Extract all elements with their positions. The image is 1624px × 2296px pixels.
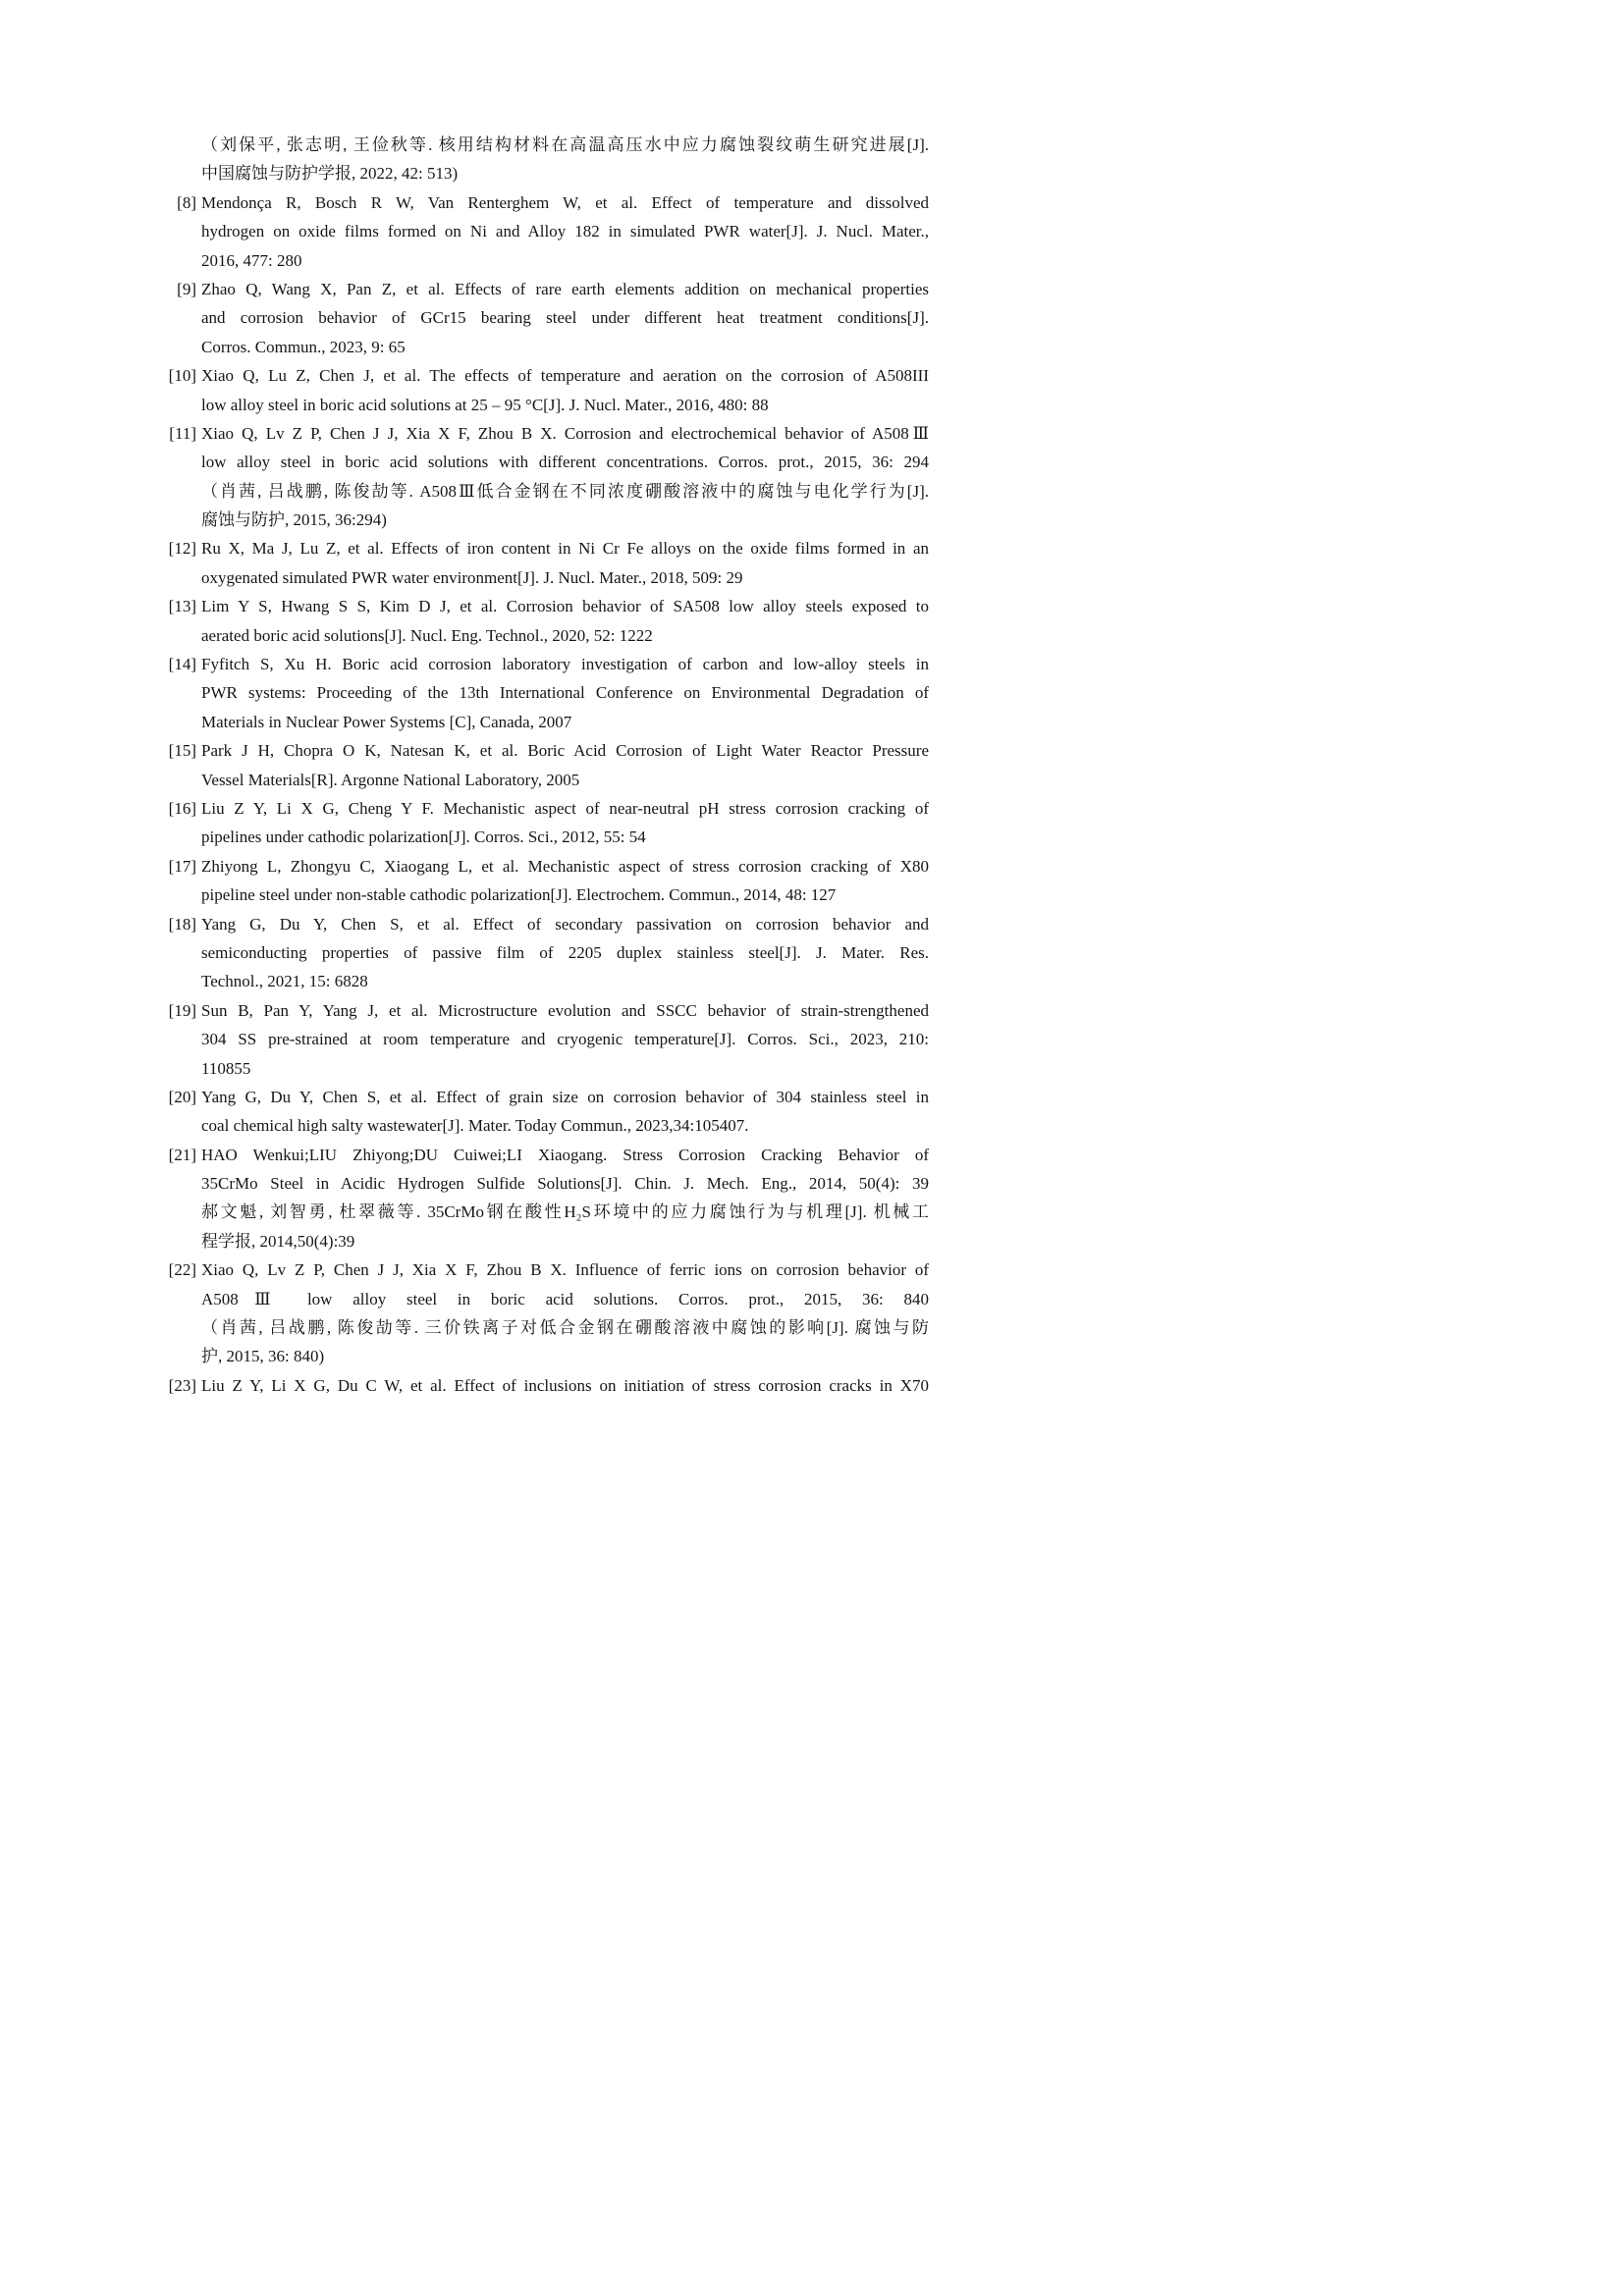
reference-item bbox=[165, 534, 929, 592]
reference-number: [9] bbox=[177, 279, 196, 298]
reference-item bbox=[165, 650, 929, 736]
reference-line: Ru X, Ma J, Lu Z, et al. Effects of iron content in Ni Cr Fe alloys on the oxide films formed in an bbox=[201, 539, 929, 559]
reference-item bbox=[165, 1083, 929, 1141]
reference-number: [17] bbox=[168, 856, 196, 876]
reference-line: （刘保平, 张志明, 王俭秋等. 核用结构材料在高温高压水中应力腐蚀裂纹萌生研究进展[J]. bbox=[201, 135, 929, 154]
reference-line: 腐蚀与防护, 2015, 36:294) bbox=[201, 510, 387, 530]
reference-item bbox=[165, 910, 929, 996]
reference-line: 2016, 477: 280 bbox=[201, 250, 302, 270]
reference-number: [14] bbox=[168, 655, 196, 674]
reference-number: [20] bbox=[168, 1087, 196, 1106]
reference-line: 110855 bbox=[201, 1058, 251, 1078]
reference-item bbox=[165, 996, 929, 1083]
reference-line: Yang G, Du Y, Chen S, et al. Effect of grain size on corrosion behavior of 304 stainless steel in bbox=[201, 1087, 929, 1106]
reference-line: 304 SS pre-strained at room temperature and cryogenic temperature[J]. Corros. Sci., 2023, 210: bbox=[201, 1030, 929, 1049]
reference-line: Liu Z Y, Li X G, Cheng Y F. Mechanistic aspect of near-neutral pH stress corrosion cracking of bbox=[201, 798, 929, 818]
reference-line: 郝文魁, 刘智勇, 杜翠薇等. 35CrMo钢在酸性H₂S环境中的应力腐蚀行为与机理[J]. 机械工 bbox=[201, 1202, 929, 1222]
reference-line: 程学报, 2014,50(4):39 bbox=[201, 1231, 355, 1251]
reference-line: Park J H, Chopra O K, Natesan K, et al. Boric Acid Corrosion of Light Water Reactor Pressure bbox=[201, 741, 929, 761]
reference-number: [22] bbox=[168, 1260, 196, 1280]
reference-number: [19] bbox=[168, 1000, 196, 1020]
reference-line: PWR systems: Proceeding of the 13th International Conference on Environmental Degradation of bbox=[201, 683, 929, 703]
reference-line: Xiao Q, Lu Z, Chen J, et al. The effects of temperature and aeration on the corrosion of A508III bbox=[201, 366, 929, 386]
reference-line: 护, 2015, 36: 840) bbox=[201, 1347, 325, 1366]
reference-line: pipelines under cathodic polarization[J]. Corros. Sci., 2012, 55: 54 bbox=[201, 828, 646, 847]
reference-item bbox=[165, 794, 929, 852]
reference-text bbox=[201, 852, 929, 910]
reference-text bbox=[201, 996, 929, 1083]
reference-text bbox=[201, 1141, 929, 1256]
reference-item bbox=[165, 1141, 929, 1256]
reference-line: 中国腐蚀与防护学报, 2022, 42: 513) bbox=[201, 164, 459, 184]
reference-item bbox=[165, 1255, 929, 1371]
reference-text bbox=[201, 1255, 929, 1371]
reference-line: low alloy steel in boric acid solutions with different concentrations. Corros. prot., 2015, 36: 294 bbox=[201, 453, 929, 472]
reference-line: HAO Wenkui;LIU Zhiyong;DU Cuiwei;LI Xiaogang. Stress Corrosion Cracking Behavior of bbox=[201, 1145, 929, 1164]
reference-line: Fyfitch S, Xu H. Boric acid corrosion laboratory investigation of carbon and low-alloy steels in bbox=[201, 655, 929, 674]
reference-line: Xiao Q, Lv Z P, Chen J J, Xia X F, Zhou B X. Corrosion and electrochemical behavior of A508Ⅲ bbox=[201, 423, 929, 443]
reference-text bbox=[201, 910, 929, 996]
reference-line: oxygenated simulated PWR water environment[J]. J. Nucl. Mater., 2018, 509: 29 bbox=[201, 567, 743, 587]
reference-line: low alloy steel in boric acid solutions at 25 – 95 °C[J]. J. Nucl. Mater., 2016, 480: 88 bbox=[201, 395, 769, 414]
reference-number: [18] bbox=[168, 914, 196, 934]
reference-text bbox=[201, 534, 929, 592]
reference-line: 35CrMo Steel in Acidic Hydrogen Sulfide Solutions[J]. Chin. J. Mech. Eng., 2014, 50(4): 39 bbox=[201, 1174, 929, 1194]
reference-text bbox=[201, 1371, 929, 1400]
reference-number: [11] bbox=[169, 423, 196, 443]
reference-item bbox=[165, 852, 929, 910]
reference-line: and corrosion behavior of GCr15 bearing steel under different heat treatment conditions[J]. bbox=[201, 308, 929, 328]
reference-number: [12] bbox=[168, 539, 196, 559]
reference-item bbox=[165, 361, 929, 419]
reference-line: （肖茜, 吕战鹏, 陈俊劼等. A508Ⅲ低合金钢在不同浓度硼酸溶液中的腐蚀与电化学行为[J]. bbox=[201, 481, 929, 501]
reference-line: Liu Z Y, Li X G, Du C W, et al. Effect of inclusions on initiation of stress corrosion cracks in X70 bbox=[201, 1375, 929, 1395]
reference-item bbox=[165, 131, 929, 188]
reference-line: Vessel Materials[R]. Argonne National Laboratory, 2005 bbox=[201, 770, 580, 789]
reference-line: A508Ⅲ low alloy steel in boric acid solutions. Corros. prot., 2015, 36: 840 bbox=[201, 1289, 929, 1308]
reference-line: Lim Y S, Hwang S S, Kim D J, et al. Corrosion behavior of SA508 low alloy steels exposed to bbox=[201, 597, 929, 616]
reference-line: Materials in Nuclear Power Systems [C], Canada, 2007 bbox=[201, 712, 572, 731]
reference-number: [13] bbox=[168, 597, 196, 616]
reference-item bbox=[165, 592, 929, 650]
reference-line: coal chemical high salty wastewater[J]. Mater. Today Commun., 2023,34:105407. bbox=[201, 1116, 749, 1136]
reference-item bbox=[165, 736, 929, 794]
reference-item bbox=[165, 188, 929, 275]
reference-item bbox=[165, 419, 929, 535]
reference-line: aerated boric acid solutions[J]. Nucl. Eng. Technol., 2020, 52: 1222 bbox=[201, 625, 653, 645]
reference-text bbox=[201, 650, 929, 736]
reference-line: pipeline steel under non-stable cathodic polarization[J]. Electrochem. Commun., 2014, 48: 127 bbox=[201, 885, 837, 905]
reference-number: [15] bbox=[168, 741, 196, 761]
reference-item bbox=[165, 275, 929, 361]
reference-line: Corros. Commun., 2023, 9: 65 bbox=[201, 337, 406, 356]
reference-line: Yang G, Du Y, Chen S, et al. Effect of secondary passivation on corrosion behavior and bbox=[201, 914, 929, 934]
reference-number: [8] bbox=[177, 192, 196, 212]
reference-list bbox=[165, 131, 929, 1400]
reference-line: semiconducting properties of passive film of 2205 duplex stainless steel[J]. J. Mater. Res. bbox=[201, 942, 929, 962]
reference-item bbox=[165, 1371, 929, 1400]
reference-line: Zhiyong L, Zhongyu C, Xiaogang L, et al. Mechanistic aspect of stress corrosion cracking of X80 bbox=[201, 856, 929, 876]
reference-text bbox=[201, 736, 929, 794]
reference-line: hydrogen on oxide films formed on Ni and Alloy 182 in simulated PWR water[J]. J. Nucl. Mater., bbox=[201, 222, 929, 241]
reference-text bbox=[201, 794, 929, 852]
reference-line: （肖茜, 吕战鹏, 陈俊劼等. 三价铁离子对低合金钢在硼酸溶液中腐蚀的影响[J]. 腐蚀与防 bbox=[201, 1318, 929, 1338]
reference-text bbox=[201, 188, 929, 275]
reference-text bbox=[201, 592, 929, 650]
reference-number: [10] bbox=[168, 366, 196, 386]
reference-number: [16] bbox=[168, 798, 196, 818]
reference-line: Zhao Q, Wang X, Pan Z, et al. Effects of rare earth elements addition on mechanical properties bbox=[201, 279, 929, 298]
reference-line: Sun B, Pan Y, Yang J, et al. Microstructure evolution and SSCC behavior of strain-strengthened bbox=[201, 1000, 929, 1020]
reference-text bbox=[201, 131, 929, 188]
reference-text bbox=[201, 361, 929, 419]
reference-line: Xiao Q, Lv Z P, Chen J J, Xia X F, Zhou B X. Influence of ferric ions on corrosion behavior of bbox=[201, 1260, 929, 1280]
reference-line: Mendonça R, Bosch R W, Van Renterghem W, et al. Effect of temperature and dissolved bbox=[201, 192, 929, 212]
reference-text bbox=[201, 275, 929, 361]
reference-text bbox=[201, 1083, 929, 1141]
reference-number: [23] bbox=[168, 1375, 196, 1395]
reference-number: [21] bbox=[168, 1145, 196, 1164]
reference-text bbox=[201, 419, 929, 535]
reference-line: Technol., 2021, 15: 6828 bbox=[201, 972, 368, 991]
